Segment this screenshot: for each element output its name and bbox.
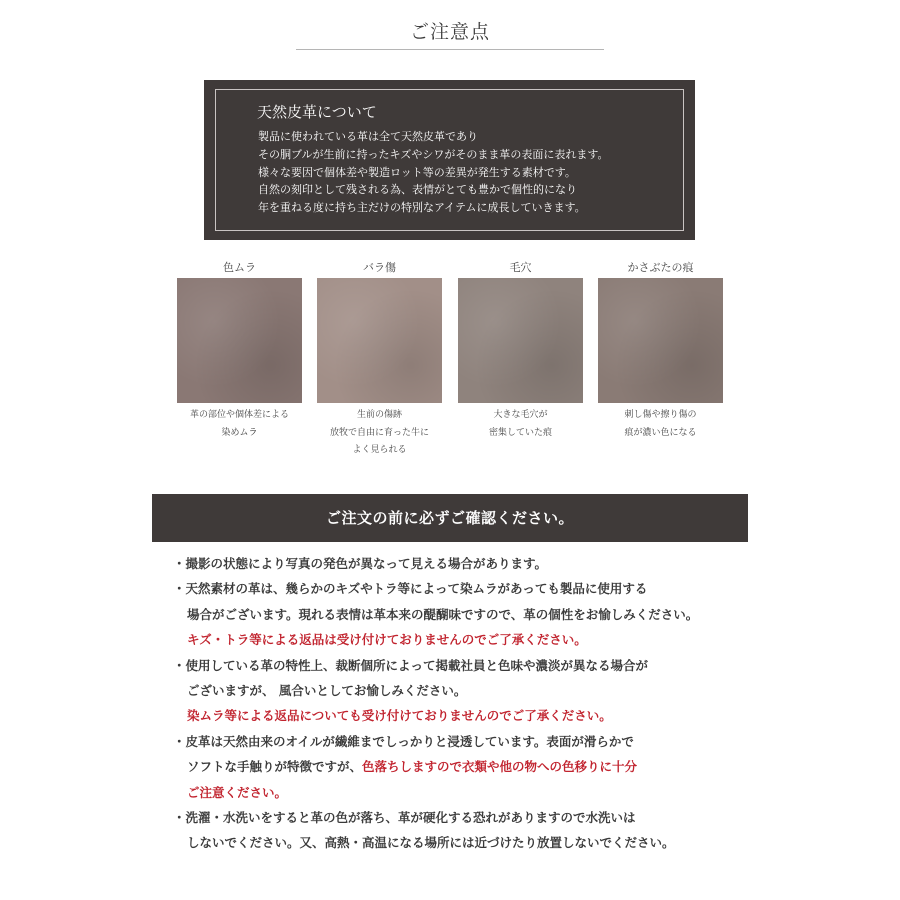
desc-line: よく見られる <box>352 445 407 455</box>
swatch-label: 毛穴 <box>509 261 532 274</box>
box-line: 年を重ねる度に持ち主だけの特別なアイテムに成長していきます。 <box>258 201 586 215</box>
note-text: 場合がございます。現れる表情は革本来の醍醐味ですので、革の個性をお愉しみください。 <box>187 606 699 622</box>
natural-leather-box <box>204 80 695 240</box>
note-line <box>173 780 773 805</box>
swatch-bara-kizu <box>317 259 442 460</box>
box-line: 自然の刻印として残される為、表情がとても豊かで個性的になり <box>258 183 577 197</box>
box-line: 様々な要因で個体差や製造ロット等の差異が発生する素材です。 <box>258 165 576 179</box>
note-warning-text: ご注意ください。 <box>187 784 288 800</box>
desc-line: 放牧で自由に育った牛に <box>329 427 429 438</box>
desc-line: 密集していた痕 <box>488 427 552 438</box>
swatch-description <box>598 407 723 442</box>
desc-line: 痕が濃い色になる <box>624 427 697 438</box>
swatch-description <box>317 407 442 460</box>
note-text: ・皮革は天然由来のオイルが繊維までしっかりと浸透しています。表面が滑らかで <box>173 733 634 749</box>
note-line <box>173 602 773 627</box>
note-line <box>173 729 773 754</box>
desc-line: 生前の傷跡 <box>356 410 402 420</box>
swatch-description <box>458 407 583 442</box>
title-underline <box>296 49 604 50</box>
note-text: ソフトな手触りが特徴ですが、 <box>187 759 363 775</box>
swatch-image <box>317 278 442 403</box>
desc-line: 大きな毛穴が <box>493 410 548 420</box>
swatch-iro-mura <box>177 259 302 442</box>
note-text: ・撮影の状態により写真の発色が異なって見える場合があります。 <box>173 556 548 571</box>
note-line <box>173 830 773 855</box>
note-text: しないでください。又、高熱・高温になる場所には近づけたり放置しないでください。 <box>187 835 675 851</box>
desc-line: 染めムラ <box>221 427 258 438</box>
box-heading: 天然皮革について <box>257 103 377 121</box>
page-title: ご注意点 <box>409 21 490 43</box>
box-line: その胴ブルが生前に持ったキズやシワがそのまま革の表面に表れます。 <box>258 147 609 161</box>
swatch-kasabuta <box>598 259 723 442</box>
note-line <box>173 703 773 728</box>
note-warning-text: キズ・トラ等による返品は受け付けておりませんのでご了承ください。 <box>187 632 587 648</box>
note-line <box>173 805 773 830</box>
swatch-label: バラ傷 <box>363 261 396 274</box>
note-text: ・使用している革の特性上、裁断個所によって掲載社員と色味や濃淡が異なる場合が <box>173 657 649 673</box>
note-warning-text: 色落ちしますので衣類や他の物への色移りに十分 <box>362 759 638 775</box>
desc-line: 刺し傷や擦り傷の <box>624 410 697 420</box>
note-line <box>173 653 773 678</box>
note-line <box>173 551 773 576</box>
desc-line: 革の部位や個体差による <box>189 410 289 420</box>
note-text: ございますが、 風合いとしてお愉しみください。 <box>187 682 467 698</box>
note-text: ・洗濯・水洗いをすると革の色が落ち、革が硬化する恐れがありますので水洗いは <box>173 809 636 825</box>
box-text <box>258 128 608 217</box>
note-line <box>173 754 773 779</box>
notes-list <box>173 551 773 856</box>
swatch-label: 色ムラ <box>223 261 256 274</box>
swatch-keana <box>458 259 583 442</box>
order-notice-banner: ご注文の前に必ずご確認ください。 <box>152 494 748 542</box>
note-warning-text: 染ムラ等による返品についても受け付けておりませんのでご了承ください。 <box>187 708 612 724</box>
swatch-image <box>598 278 723 403</box>
note-line <box>173 678 773 703</box>
swatch-image <box>458 278 583 403</box>
swatch-image <box>177 278 302 403</box>
swatch-description <box>177 407 302 442</box>
note-line <box>173 576 773 601</box>
note-line <box>173 627 773 652</box>
box-line: 製品に使われている革は全て天然皮革であり <box>258 130 478 143</box>
swatch-label: かさぶたの痕 <box>627 261 694 274</box>
note-text: ・天然素材の革は、幾らかのキズやトラ等によって染ムラがあっても製品に使用する <box>173 581 648 597</box>
